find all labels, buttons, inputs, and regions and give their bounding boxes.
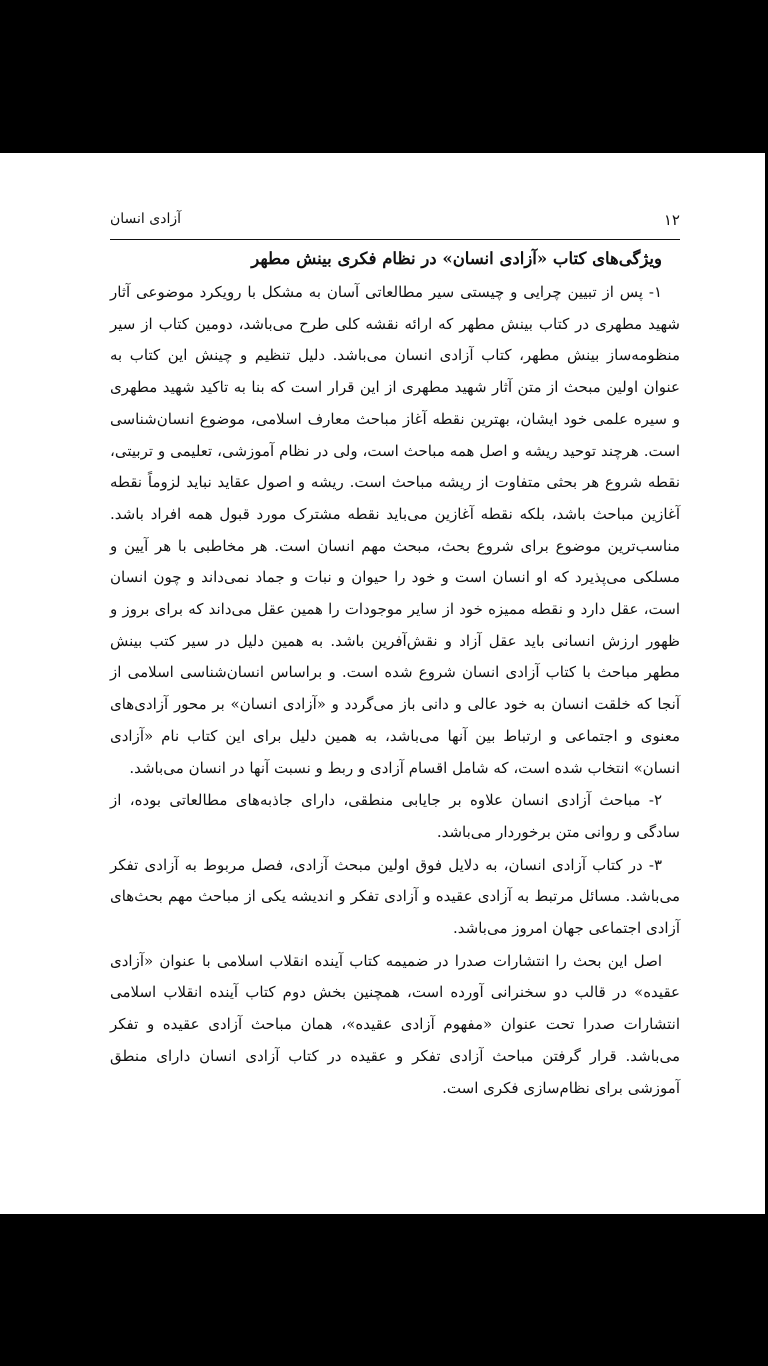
running-header xyxy=(110,207,680,240)
bottom-black-bar xyxy=(0,1214,768,1366)
section-heading: ویژگی‌های کتاب «آزادی انسان» در نظام فکری بینش مطهر xyxy=(251,249,662,268)
paragraph-3: ۳- در کتاب آزادی انسان، به دلایل فوق اولین مبحث آزادی، فصل مربوط به آزادی تفکر می‌باشد. مسائل مرتبط به آزادی عقیده و آزادی تفکر و اندیشه یکی از مباحث مهم بحث‌های آزادی اجتماعی جهان امروز می‌باشد. xyxy=(110,855,680,938)
paragraph-4: اصل این بحث را انتشارات صدرا در ضمیمه کتاب آینده انقلاب اسلامی با عنوان «آزادی عقیده» در قالب دو سخنرانی آورده است، همچنین بخش دوم کتاب آینده انقلاب اسلامی انتشارات صدرا تحت عنوان «مفهوم آزادی عقیده»، همان مباحث آزادی عقیده و تفکر می‌باشد. قرار گرفتن مباحث آزادی تفکر و عقیده در کتاب آزادی انسان دارای منطق آموزشی برای نظام‌سازی فکری است. xyxy=(110,951,680,1097)
top-black-bar xyxy=(0,0,768,153)
page-content xyxy=(110,245,680,1104)
paragraph-2: ۲- مباحث آزادی انسان علاوه بر جایابی منطقی، دارای جاذبه‌های مطالعاتی بوده، از سادگی و روانی متن برخوردار می‌باشد. xyxy=(110,791,680,841)
book-page xyxy=(0,153,768,1214)
running-title: آزادی انسان xyxy=(110,211,182,227)
page-number: ۱۲ xyxy=(663,211,680,229)
paragraph-1: ۱- پس از تبیین چرایی و چیستی سیر مطالعاتی آسان به مشکل با رویکرد موضوعی آثار شهید مطهری در کتاب بینش مطهر که ارائه نقشه کلی طرح می‌باشد، دومین کتاب از سیر منظومه‌ساز بینش مطهر، کتاب آزادی انسان می‌باشد. دلیل تنظیم و چینش این کتاب به عنوان اولین مبحث از متن آثار شهید مطهری از این قرار است که بنا به تاکید شهید مطهری و سیره علمی خود ایشان، بهترین نقطه آغاز مباحث معارف اسلامی، موضوع انسان‌شناسی است. هرچند توحید ریشه و اصل همه مباحث است، ولی در نظام آموزشی، تعلیمی و تربیتی، نقطه شروع هر بحثی متفاوت از ریشه مباحث است. ریشه و اصول عقاید نباید لزوماً نقطه آغازین مباحث باشد، بلکه نقطه آغازین می‌باید نقطه مشترک مورد قبول همه افراد باشد. مناسب‌ترین موضوع برای شروع بحث، مبحث مهم انسان است. هر مخاطبی با هر آیین و مسلکی می‌پذیرد که او انسان است و خود را حیوان و نبات و جماد نمی‌داند و چون انسان است، عقل دارد و نقطه ممیزه خود از سایر موجودات را همین عقل می‌داند که برای بروز و ظهور ارزش انسانی باید عقل آزاد و نقش‌آفرین باشد. به همین دلیل در سیر کتب بینش مطهر مباحث با کتاب آزادی انسان شروع شده است. و براساس انسان‌شناسی اسلامی از آنجا که خلقت انسان به خود عالی و دانی باز می‌گردد و «آزادی انسان» بر محور آزادی‌های معنوی و اجتماعی و ارتباط بین آنها می‌باشد، به همین دلیل برای این کتاب نام «آزادی انسان» انتخاب شده است، که شامل اقسام آزادی و ربط و نسبت آنها در انسان می‌باشد. xyxy=(110,283,680,777)
